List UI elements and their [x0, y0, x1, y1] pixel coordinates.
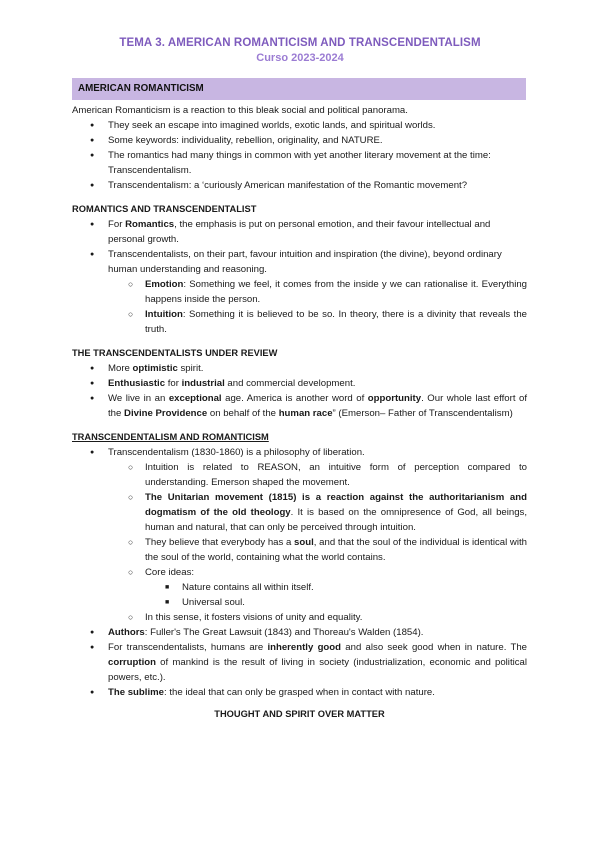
list-item: ● Enthusiastic for industrial and commercial development. [72, 376, 527, 391]
sublist [108, 277, 527, 337]
section3-list [72, 361, 527, 421]
list-item: ● For Romantics, the emphasis is put on personal emotion, and their favour intellectual and personal growth. [72, 217, 527, 247]
list-item: ● More optimistic spirit. [72, 361, 527, 376]
section2-list [72, 217, 527, 337]
intro-paragraph: American Romanticism is a reaction to this bleak social and political panorama. [72, 105, 408, 116]
list-item: ● The sublime: the ideal that can only be grasped when in contact with nature. [72, 685, 527, 700]
sublist-item: ○ The Unitarian movement (1815) is a reaction against the authoritarianism and dogmatism of the old theology. It is based on the omnipresence of God, all beings, human and natural, that can only be perceived through intuition. [72, 490, 527, 535]
section4-list [72, 445, 527, 700]
sublist-item: ○ Intuition is related to REASON, an intuitive form of perception compared to understanding. Emerson shaped the movement. [72, 460, 527, 490]
list-item: ● For transcendentalists, humans are inherently good and also seek good when in nature. The corruption of mankind is the result of living in society (industrialization, economic and political powers, etc.). [72, 640, 527, 685]
list-item: ● Some keywords: individuality, rebellion, originality, and NATURE. [72, 133, 527, 148]
sublist-item: ○ Core ideas: ■ Nature contains all within itself. ■ Universal soul. [72, 565, 527, 610]
subsublist-item: ■ Universal soul. [72, 595, 527, 610]
list-item: ● Transcendentalists, on their part, favour intuition and inspiration (the divine), beyond ordinary human understanding and reasoning. ○ Emotion: Something we feel, it comes from the inside y we can rationalise it. Everything happens inside the person. ○ Intuition: Something it is believed to be so. In theory, there is a divinity that reveals the truth. [72, 247, 527, 337]
closing-heading: THOUGHT AND SPIRIT OVER MATTER [214, 709, 385, 719]
sublist [108, 460, 527, 625]
subsublist-item: ■ Nature contains all within itself. [72, 580, 527, 595]
section1-list [72, 118, 527, 193]
list-item: ● The romantics had many things in common with yet another literary movement at the time: Transcendentalism. [72, 148, 527, 178]
section-heading-under-review: THE TRANSCENDENTALISTS UNDER REVIEW [72, 348, 278, 358]
list-item: ● Authors: Fuller's The Great Lawsuit (1843) and Thoreau's Walden (1854). [72, 625, 527, 640]
list-item: ● Transcendentalism: a ‘curiously American manifestation of the Romantic movement? [72, 178, 527, 193]
document-subtitle: Curso 2023-2024 [256, 52, 344, 64]
sublist-item: ○ In this sense, it fosters visions of unity and equality. [72, 610, 527, 625]
section-heading-transcendentalism: TRANSCENDENTALISM AND ROMANTICISM [72, 432, 269, 442]
section-heading-band [72, 78, 526, 100]
document-title: TEMA 3. AMERICAN ROMANTICISM AND TRANSCENDENTALISM [119, 37, 481, 49]
list-item: ● We live in an exceptional age. America is another word of opportunity. Our whole last effort of the Divine Providence on behalf of the human race” (Emerson– Father of Transcendentalism) [72, 391, 527, 421]
sublist-item: ○ Emotion: Something we feel, it comes from the inside y we can rationalise it. Everything happens inside the person. [72, 277, 527, 307]
list-item: ● Transcendentalism (1830-1860) is a philosophy of liberation. ○ Intuition is related to REASON, an intuitive form of perception compared to understanding. Emerson shaped the movement. ○ The Unitarian movement (1815) is a reaction against the authoritarianism and dogmatism of the old theology. It is based on the omnipresence of God, all beings, human and natural, that can only be perceived through intuition. ○ They believe that everybody has a soul, and that the soul of the individual is identical with the soul of the world, containing what the world contains. ○ Core ideas: ■ Nature contains all within itself. ■ Universal soul. ○ In this sense, it fosters visions of unity and equality. [72, 445, 527, 625]
sublist-item: ○ Intuition: Something it is believed to be so. In theory, there is a divinity that reveals the truth. [72, 307, 527, 337]
section-heading-romantics: ROMANTICS AND TRANSCENDENTALIST [72, 204, 257, 214]
subsublist [145, 580, 527, 610]
section-heading-american-romanticism: AMERICAN ROMANTICISM [78, 83, 204, 94]
sublist-item: ○ They believe that everybody has a soul, and that the soul of the individual is identical with the soul of the world, containing what the world contains. [72, 535, 527, 565]
list-item: ● They seek an escape into imagined worlds, exotic lands, and spiritual worlds. [72, 118, 527, 133]
document-body [72, 103, 527, 722]
